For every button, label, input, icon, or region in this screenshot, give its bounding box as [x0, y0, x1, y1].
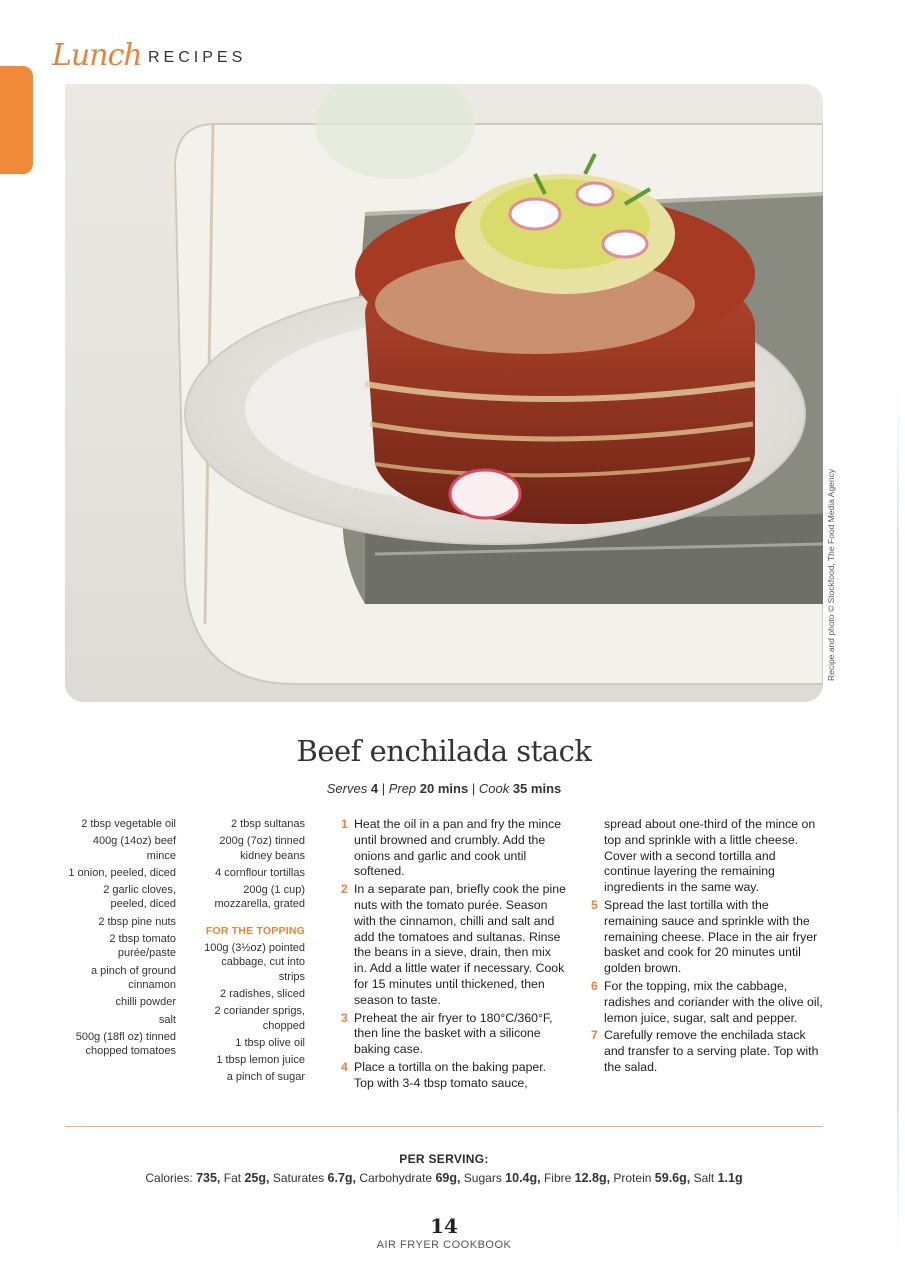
recipe-meta: Serves 4 | Prep 20 mins | Cook 35 mins	[326, 781, 562, 796]
prep-value: 20 mins	[419, 781, 469, 796]
method-column-1	[341, 817, 567, 1094]
step-number: 3	[341, 1010, 348, 1025]
recipe-title: Beef enchilada stack	[296, 734, 592, 768]
nutrition-value: 69g,	[435, 1171, 461, 1185]
serves-label: Serves	[326, 781, 368, 796]
topping-item: a pinch of sugar	[226, 1071, 305, 1084]
method-step-continuation	[591, 817, 823, 896]
publication-name: AIR FRYER COOKBOOK	[376, 1239, 512, 1251]
cook-value: 35 mins	[512, 781, 562, 796]
step-text: For the topping, mix the cabbage, radishes and coriander with the olive oil, lemon juice, sugar, salt and pepper.	[604, 978, 823, 1025]
nutrition-label: Salt	[693, 1171, 715, 1185]
method-step	[591, 1028, 823, 1075]
ingredient-item: salt	[158, 1013, 176, 1026]
nutrition-value: 1.1g	[717, 1171, 743, 1185]
ingredient-item: 2 tbsp vegetable oil	[81, 818, 176, 830]
ingredient-item: 4 cornflour tortillas	[215, 866, 305, 879]
ingredients-column-1	[66, 817, 176, 1061]
nutrition-label: Protein	[613, 1171, 652, 1185]
topping-heading: FOR THE TOPPING	[205, 924, 305, 937]
step-text: Heat the oil in a pan and fry the mince until browned and crumbly. Add the onions and garlic and cook until softened.	[354, 817, 562, 879]
step-number: 1	[341, 817, 348, 831]
nutrition-line	[0, 1171, 888, 1185]
ingredient-item: 2 tbsp tomato purée/paste	[109, 933, 176, 960]
step-number: 2	[341, 882, 348, 897]
ingredient-item: 200g (7oz) tinned kidney beans	[219, 835, 305, 862]
nutrition-label: Fibre	[543, 1171, 572, 1185]
nutrition-label: Saturates	[272, 1171, 325, 1185]
ingredient-item: 2 tbsp pine nuts	[98, 915, 176, 928]
step-number: 4	[341, 1059, 348, 1074]
step-number: 5	[591, 897, 598, 912]
photo-credit: Recipe and photo © Stockfood, The Food Media Agency	[826, 468, 836, 681]
topping-item: 100g (3½oz) pointed cabbage, cut into strips	[204, 942, 305, 983]
step-text: Place a tortilla on the baking paper. Top with 3-4 tbsp tomato sauce,	[354, 1059, 547, 1090]
method-step	[341, 882, 567, 1008]
cook-label: Cook	[478, 781, 510, 796]
nutrition-label: Fat	[223, 1171, 242, 1185]
nutrition-heading: PER SERVING:	[399, 1152, 489, 1166]
nutrition-value: 25g,	[244, 1171, 270, 1185]
section-script-word: Lunch	[52, 38, 142, 73]
serves-value: 4	[370, 781, 379, 796]
ingredient-item: 2 tbsp sultanas	[231, 818, 305, 830]
topping-item: 2 coriander sprigs, chopped	[214, 1005, 305, 1032]
nutrition-label: Carbohydrate	[359, 1171, 433, 1185]
ingredient-item: 400g (14oz) beef mince	[92, 835, 176, 862]
nutrition-label: Sugars	[463, 1171, 502, 1185]
step-number: 7	[591, 1028, 598, 1043]
nutrition-value: 735,	[196, 1171, 221, 1185]
section-tab	[0, 66, 33, 174]
prep-label: Prep	[388, 781, 417, 796]
page-edge-rule	[897, 380, 899, 1260]
method-step	[341, 1011, 567, 1058]
page-number: 14	[430, 1214, 458, 1238]
step-text: In a separate pan, briefly cook the pine nuts with the tomato purée. Season with the cinnamon, chilli and salt and add the tomatoes and sultanas. Rinse the beans in a sieve, drain, then mix in. Add a little water if necessary. Cook for 15 minutes until thickened, then season to taste.	[354, 882, 566, 1007]
nutrition-value: 6.7g,	[327, 1171, 357, 1185]
method-column-2	[591, 817, 823, 1078]
ingredient-item: 2 garlic cloves, peeled, diced	[103, 884, 176, 911]
ingredient-item: 1 onion, peeled, diced	[68, 866, 176, 879]
step-text: Spread the last tortilla with the remaining sauce and sprinkle with the remaining cheese. Place in the air fryer basket and cook for 20 minutes until golden brown.	[604, 897, 818, 976]
ingredients-column-2	[196, 817, 305, 1088]
topping-item: 2 radishes, sliced	[220, 987, 305, 1000]
divider	[65, 1126, 823, 1127]
nutrition-label: Calories:	[145, 1171, 193, 1185]
section-label: RECIPES	[148, 49, 247, 66]
nutrition-value: 59.6g,	[654, 1171, 691, 1185]
nutrition-value: 10.4g,	[505, 1171, 541, 1185]
method-step	[591, 979, 823, 1026]
recipe-photo	[65, 84, 823, 702]
step-number: 6	[591, 978, 598, 993]
method-step	[341, 1060, 567, 1092]
ingredient-item: 500g (18fl oz) tinned chopped tomatoes	[75, 1030, 176, 1058]
topping-item: 1 tbsp lemon juice	[216, 1054, 305, 1067]
ingredient-item: chilli powder	[115, 996, 176, 1009]
step-text: Preheat the air fryer to 180°C/360°F, then line the basket with a silicone baking case.	[354, 1010, 553, 1057]
ingredient-item: 200g (1 cup) mozzarella, grated	[214, 884, 305, 911]
nutrition-value: 12.8g,	[574, 1171, 611, 1185]
topping-item: 1 tbsp olive oil	[235, 1036, 305, 1049]
method-step	[341, 817, 567, 880]
step-text: spread about one-third of the mince on top and sprinkle with a little cheese. Cover with a second tortilla and continue layering the remaining ingredients in the same way.	[604, 817, 816, 895]
method-step	[591, 898, 823, 977]
ingredient-item: a pinch of ground cinnamon	[90, 964, 176, 991]
food-photo-icon	[65, 84, 823, 702]
step-text: Carefully remove the enchilada stack and transfer to a serving plate. Top with the salad.	[604, 1028, 819, 1074]
